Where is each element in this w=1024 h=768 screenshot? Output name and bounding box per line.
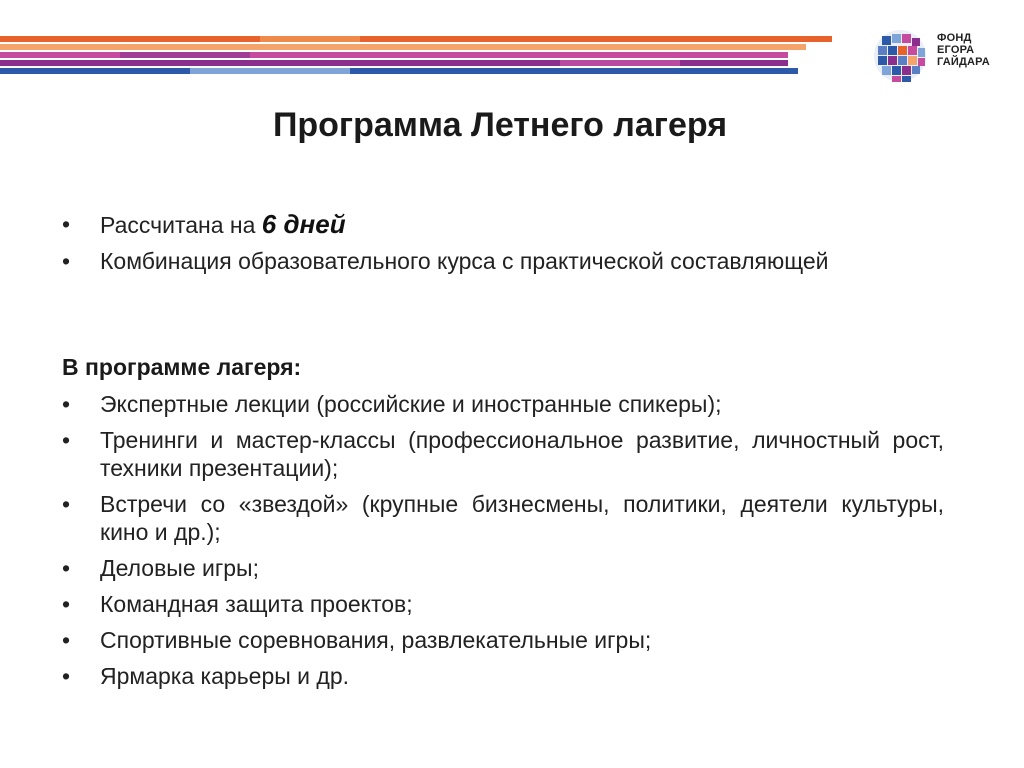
list-item [62, 390, 944, 418]
list-item-text: Экспертные лекции (российские и иностранные спикеры); [100, 391, 722, 417]
stripe-magenta [0, 52, 788, 58]
program-list [62, 390, 944, 698]
list-item-text: Командная защита проектов; [100, 591, 413, 617]
duration-prefix: Рассчитана на [100, 212, 262, 238]
duration-emphasis: 6 дней [261, 209, 346, 239]
list-item-text: Комбинация образовательного курса с практической составляющей [100, 248, 829, 274]
list-item [62, 490, 944, 546]
list-item [62, 590, 944, 618]
bullet: • [62, 248, 71, 274]
stripe-accent-1 [260, 36, 360, 42]
list-item [62, 626, 944, 654]
list-item-text: Ярмарка карьеры и др. [100, 663, 350, 689]
list-item-text: Деловые игры; [100, 555, 259, 581]
bullet: • [62, 627, 71, 653]
stripe-light-blue [190, 68, 350, 74]
logo-line-1: ФОНД [937, 32, 972, 44]
list-item-text: Встречи со «звездой» (крупные бизнесмены, политики, деятели культуры, кино и др.); [100, 491, 944, 545]
bullet: • [62, 591, 71, 617]
bullet: • [62, 211, 71, 237]
program-heading: В программе лагеря: [62, 354, 302, 380]
list-item [62, 247, 944, 275]
list-item [62, 554, 944, 582]
list-item [62, 210, 944, 239]
stripe-orange [0, 36, 832, 42]
bullet: • [62, 491, 71, 517]
bullet: • [62, 427, 71, 453]
stripe-blue [0, 68, 798, 74]
bullet: • [62, 391, 71, 417]
logo-wordmark [937, 32, 990, 68]
header-decorative-stripes [0, 0, 840, 80]
list-item-text: Тренинги и мастер-классы (профессиональное развитие, личностный рост, техники презентации); [100, 427, 944, 481]
slide-title: Программа Летнего лагеря [272, 106, 728, 144]
logo-line-3: ГАЙДАРА [937, 56, 990, 68]
intro-list [62, 210, 944, 283]
stripe-accent-2 [120, 52, 250, 58]
bullet: • [62, 663, 71, 689]
list-item [62, 426, 944, 482]
bullet: • [62, 555, 71, 581]
globe-mosaic-icon [870, 26, 930, 86]
fund-logo [870, 24, 1010, 84]
logo-line-2: ЕГОРА [937, 44, 975, 56]
list-item-text: Спортивные соревнования, развлекательные игры; [100, 627, 652, 653]
list-item [62, 662, 944, 690]
stripe-light-orange [0, 44, 806, 50]
stripe-accent-3 [560, 60, 680, 66]
